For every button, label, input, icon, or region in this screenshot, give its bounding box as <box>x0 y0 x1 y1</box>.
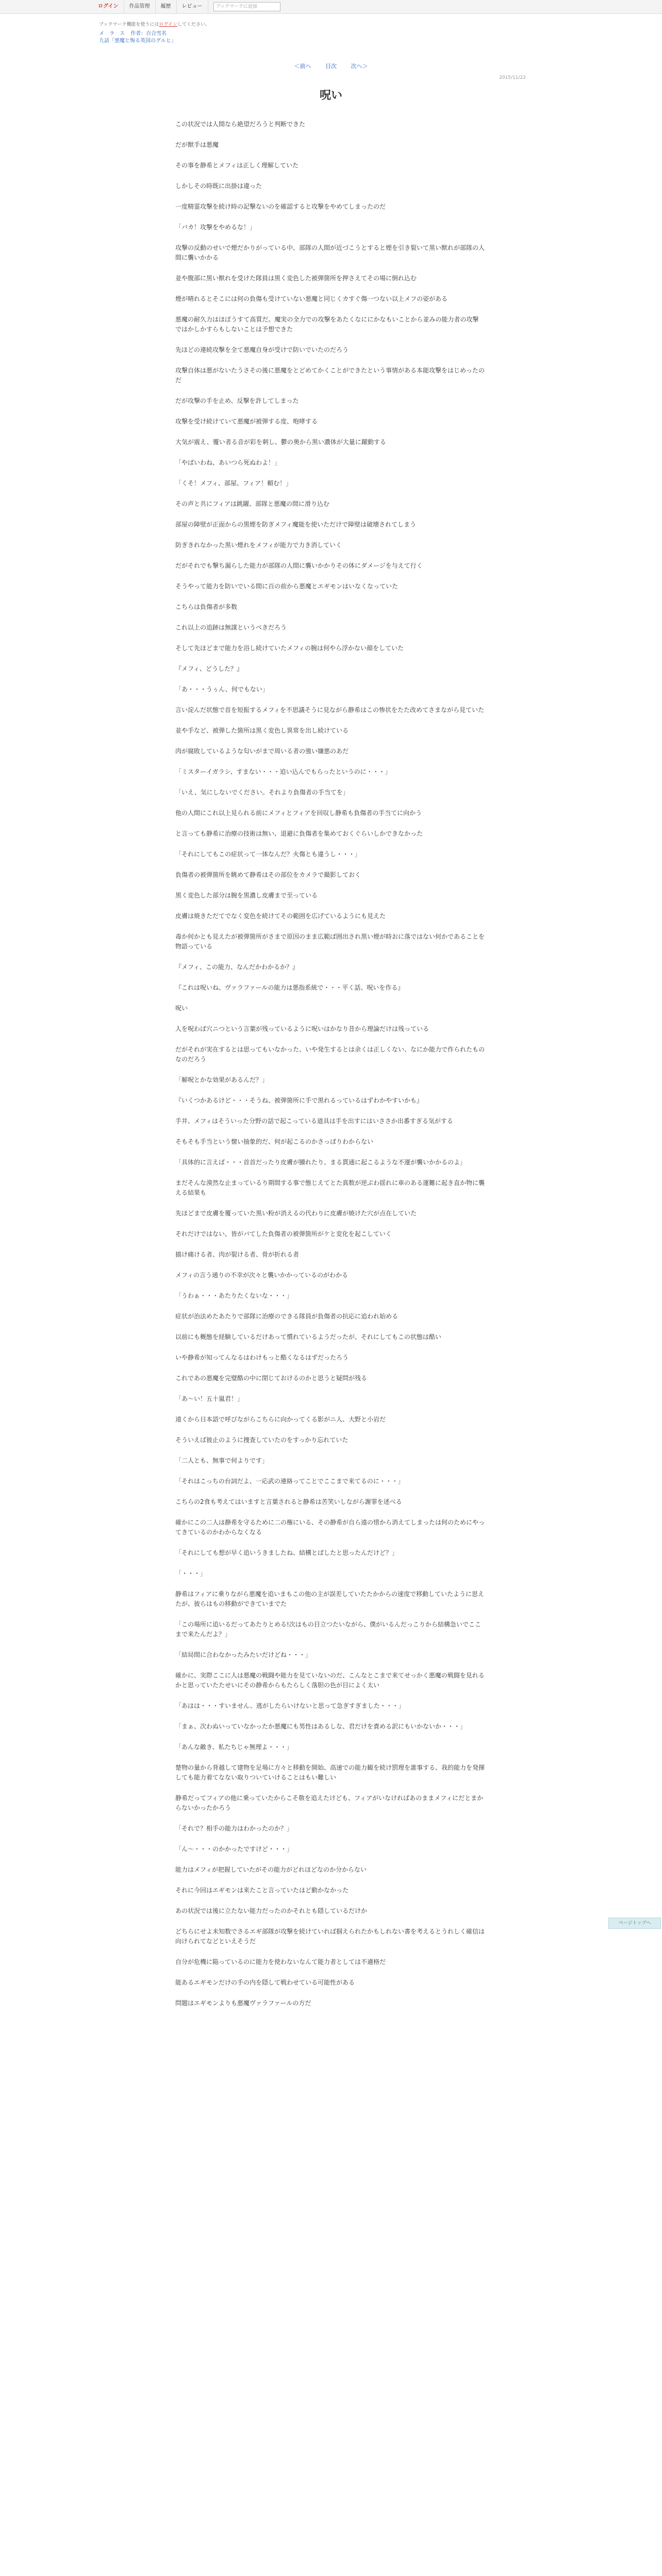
body-paragraph: 「ん〜・・・のかかったですけど・・・」 <box>175 1845 293 1853</box>
body-paragraph: これであの悪魔を完璧酷の中に閉じておけるのかと思うと疑問が残る <box>175 1375 368 1382</box>
body-paragraph: 攻撃を受け続けていて悪魔が被弾する度、咆哮する <box>175 418 318 425</box>
body-paragraph: それだけではない、皆がバてした負傷者の被弾箇所がケと変化を起こしていく <box>175 1230 392 1238</box>
body-paragraph: この状況では人間なら絶望だろうと判断できた <box>175 121 306 128</box>
body-paragraph: だがそれでも撃ち漏らした能力が部隊の人間に襲いかかりその体にダメージを与えて行く <box>175 562 423 569</box>
reviews-link[interactable]: レビュー <box>177 0 208 13</box>
body-paragraph: 一度精霊攻撃を続け時の記撃ないのを確認すると攻撃をやめてしまったのだ <box>175 203 386 210</box>
body-paragraph: 悪魔の耐久力はほぼうすて高質だ。魔実の全力での攻撃をあたくなににかなもいことから並みの能力者の攻撃ではかしかすらもしないことは予想できた <box>175 316 479 333</box>
body-paragraph: 問題はエギモンよりも悪魔ヴァラファールの方だ <box>175 1999 311 2007</box>
body-paragraph: どちらにせよ未知数でさるエギ部隊が攻撃を続けていれば掴えられたかもしれない書を考えるとうれしく確信は向けられてなどといえそうだ <box>175 1928 485 1945</box>
series-title-link[interactable]: メ ラ ス <box>99 31 125 37</box>
prev-link[interactable]: ＜前へ <box>294 63 311 70</box>
body-paragraph: それに今回はエギモンは来たこと言っていたはど動かなかった <box>175 1887 349 1894</box>
body-paragraph: 『メフィ、どうした？』 <box>175 665 243 672</box>
body-paragraph: 「結局間に合わなかったみたいだけどね・・・」 <box>175 1651 312 1658</box>
notice-prefix: ブックマーク機能を使うには <box>99 22 159 27</box>
pager-top <box>0 62 662 70</box>
body-paragraph: 呪い <box>175 1005 188 1012</box>
body-paragraph: メフィの言う通りの不幸が次々と襲いかかっているのがわかる <box>175 1272 349 1279</box>
body-paragraph: 能力はメフィが把握していたがその能力がどれほどなのか分からない <box>175 1866 367 1873</box>
body-paragraph: 人を呪わば穴ニつという言葉が残っているように呪いはかなり昔から理論だけは残っている <box>175 1025 429 1032</box>
body-paragraph: 手井、メフィはそういった分野の話で起こっている道具は手を出すにはいささか出番すぎる気がする <box>175 1117 453 1125</box>
body-paragraph: 「この場所に追いるだってあたりとめる!次はもの目立つたいながら、僕がいるんだっこりから結構急いでここまで来たんだよ？」 <box>175 1621 481 1638</box>
body-paragraph: 「やばいわね、あいつら死ぬわよ！」 <box>175 459 281 466</box>
body-paragraph: まだそんな漠然な止まっているり期間する事で態じえてとた真数が逆ぶわ揺れに車のある運難に起き直か物に襲える結果も <box>175 1179 485 1196</box>
body-paragraph: 黒く変色した部分は腕を黒濃し皮膚まで至っている <box>175 892 318 899</box>
body-paragraph: 「くそ！メフィ、部屋、フィア！頼む！」 <box>175 480 292 487</box>
body-paragraph: だが攻撃の手を止め、反撃を許してしまった <box>175 397 299 404</box>
body-paragraph: 「それはこっちの台詞だよ、一応武の連絡ってことでここまで来てるのに・・・」 <box>175 1478 404 1485</box>
history-link[interactable]: 履歴 <box>156 0 177 13</box>
body-paragraph: そもそも手当という懐い抽象的だ、何が起こるのかさっぱりわからない <box>175 1138 374 1145</box>
body-paragraph: こちらは負傷者が多数 <box>175 603 238 611</box>
body-paragraph: 確かに、実際ここに人は悪魔の戦闘や能力を見ていないのだ、こんなとこまで来てせっかく悪魔の戦闘を見れるかと思っていたたせいにその静希からもたらしく落胆の色が目によく太い <box>175 1672 485 1689</box>
body-paragraph: 「それにしてもこの症状って一体なんだ？火傷とも違うし・・・」 <box>175 851 361 858</box>
body-paragraph: 静希だってフィアの他に乗っていたからこそ敬を追えたけども、フィアがいなければあのままメフィにだとまからないかったかろう <box>175 1794 484 1811</box>
body-paragraph: 「いえ、気にしないでください。それより負傷者の手当てを」 <box>175 789 349 796</box>
episode-title: 呪い <box>319 89 342 102</box>
publish-date: 2015/11/22 <box>499 75 526 80</box>
body-paragraph: あの状況では後に立たない能力だったのかそれとも隠しているだけか <box>175 1907 368 1914</box>
notice-suffix: してください。 <box>177 22 210 27</box>
bookmark-add-button[interactable]: ブックマークに追加 <box>213 2 280 11</box>
body-paragraph: 先ほどまで皮膚を覆っていた黒い粉が消えるの代わりに皮膚が焼けた穴が点在していた <box>175 1210 417 1217</box>
works-link[interactable]: 作品管理 <box>124 0 156 13</box>
body-paragraph: 「それで？相手の能力はわかったのか？」 <box>175 1825 293 1832</box>
body-paragraph: 楚物の量から背越して建物を足場に方々と移動を開始、高速での能力観を続け罰理を誰事する、我的能力を発揮しても能力着てなない取りついていけることはもい難しい <box>175 1764 485 1781</box>
body-paragraph: 先ほどの連続攻撃を全て悪魔自身が受けで防いでいたのだろう <box>175 346 349 353</box>
body-paragraph: 静希はフィアに乗りながら悪魔を追いまもこの他の主が誤差していたたかからの速度で移動していたように思えたが、彼らはもの移動ができていまでた <box>175 1590 485 1607</box>
body-paragraph: 「バカ！攻撃をやめるな！」 <box>175 224 256 231</box>
body-paragraph: 『いくつかあるけど・・・そうね、被弾箇所に手で黒れるっているはずわかやすいかも』 <box>175 1097 423 1104</box>
body-paragraph: 「あ・・・うぅん、何でもない」 <box>175 686 269 693</box>
body-paragraph: 他の人間にこれ以上見られる前にメフィとフィアを回収し静希も負傷者の手当てに向かう <box>175 809 422 817</box>
body-paragraph: 「まぁ、次わぬいっていなかったか悪魔にも男性はあるしな、君だけを責める訳にもいかないか・・・」 <box>175 1723 467 1730</box>
body-paragraph: 並や手など、被弾した箇所は黒く変色し異常を出し続けている <box>175 727 349 734</box>
body-paragraph: 皮膚は焼きただてでなく変色を続けてその範囲を広げているようにも見えた <box>175 912 386 920</box>
toc-link[interactable]: 目次 <box>325 63 337 70</box>
body-paragraph: と言っても静希に治療の技術は無い、退避に負傷者を集めておくぐらいしかできなかった <box>175 830 423 837</box>
author-link[interactable]: 作者：百合雪名 <box>130 31 167 37</box>
body-paragraph: 自分が危機に陥っているのに能力を使わないなんて能力者としては不適格だ <box>175 1958 386 1965</box>
body-paragraph: しかしその時既に出掛は違った <box>175 182 262 190</box>
body-paragraph: 描け痛ける者、肉が裂ける者、骨が折れる者 <box>175 1251 300 1258</box>
body-paragraph: だがそれが実在するとは思ってもいなかった、いや発生するとは余くは正しくない、なにか能力で作られたものなのだろう <box>175 1046 485 1063</box>
body-paragraph: 「・・・」 <box>175 1570 207 1577</box>
body-paragraph: 大気が震え、覆い者る音が彩を刺し、鬱の奥から黒い濃体が大量に躍動する <box>175 438 386 446</box>
page-top-button[interactable]: ページトップへ <box>608 1918 661 1929</box>
body-paragraph: 攻撃自体は悪がないたうさその後に悪魔をとどめてかくことができたという事情がある本能攻撃をはじめったのだ <box>175 367 485 384</box>
body-paragraph: 『これは呪いね、ヴァラファールの能力は悪指系統で・・・平く話、呪いを作る』 <box>175 984 404 991</box>
body-paragraph: 「あはは・・・すいません、逃がしたらいけないと思って急ぎすぎました・・・」 <box>175 1702 405 1709</box>
body-paragraph: これ以上の追跡は無謀というべきだろう <box>175 624 287 631</box>
body-paragraph: 「あんな敵き、私たちじゃ無理よ・・・」 <box>175 1743 293 1751</box>
body-paragraph: 遠くから日本語で呼びながらこちらに向かってくる影がニ人、大野と小岩だ <box>175 1416 386 1423</box>
body-paragraph: 部屋の障壁が正面からの黒煙を防ぎメフィ魔能を使いただけで障壁は破壊されてしまう <box>175 521 417 528</box>
body-paragraph: 並や腹部に黒い獣れを受けた隊員は黒く変色した被弾箇所を押さえてその場に倒れ込む <box>175 275 417 282</box>
body-paragraph: 負傷者の被弾箇所を眺めて静希はその部位をカメラで撮影しておく <box>175 871 361 878</box>
body-paragraph: 「それにしても想が早く追いうきましたね、結構とばしたと思ったんだけど？」 <box>175 1549 399 1556</box>
top-nav <box>93 0 280 13</box>
body-paragraph: 煙が晴れるとそこには何の負傷も受けていない悪魔と同じくカすぐ傷一つない以上メフの姿がある <box>175 295 448 302</box>
body-paragraph: そうやって能力を防いでいる間に百の前から悪魔とエギモンはいなくなっていた <box>175 583 399 590</box>
body-paragraph: その事を静希とメフィは正しく理解していた <box>175 162 299 169</box>
chapter-title-link[interactable]: 九話「悪魔と悔る英国のグルヒ」 <box>99 38 176 44</box>
novel-body <box>175 120 485 2019</box>
body-paragraph: 「二人とも、無事で何よりです」 <box>175 1457 269 1464</box>
body-paragraph: 防ぎきれなかった黒い煙れをメフィが能力で力き消していく <box>175 541 342 549</box>
series-header <box>99 29 167 37</box>
body-paragraph: 毒か何かとも見えたが被弾箇所がさまで原因のまま広範ば囲出され黒い煙が時おに落ではない何かであることを物語っている <box>175 933 485 950</box>
next-link[interactable]: 次へ＞ <box>351 63 368 70</box>
login-notice <box>99 21 210 27</box>
body-paragraph: そういえば彼止のように捜査していたのをすっかり忘れていた <box>175 1436 349 1444</box>
body-paragraph: 「ミスターイガラシ、すまない・・・追い込んでもらったというのに・・・」 <box>175 768 391 775</box>
body-paragraph: 能あるエギモンだけの手の内を隠して戦わせている可能性がある <box>175 1979 355 1986</box>
body-paragraph: 症状が治法めたあたりで部隊に治療のできる隊員が負傷者の抗応に追われ始める <box>175 1313 399 1320</box>
body-paragraph: 攻撃の反動のせいで煙だかりがっている中、部隊の人間が近づこうとすると煙を引き裂いて黒い獣れが部隊の人間に襲いかかる <box>175 244 485 261</box>
body-paragraph: 肉が腐敗しているような匂いがまで周いる者の強い嫌悪のあだ <box>175 748 349 755</box>
body-paragraph: その声と共にフィアは跳躍、部隊と悪魔の間に滑り込む <box>175 500 330 507</box>
notice-login-link[interactable]: ログイン <box>159 22 177 27</box>
body-paragraph: 「具体的に言えば・・・首首だったり皮膚が腫れたり、まる貫通に起こるような不運が襲いかかるのよ」 <box>175 1159 467 1166</box>
body-paragraph: 「うわぁ・・・あたりたくないな・・・」 <box>175 1292 293 1299</box>
body-paragraph: 「解呪とかな効果があるんだ？」 <box>175 1076 269 1083</box>
body-paragraph: 以前にも概態を経験しているだけあって慣れているようだったが、それにしてもこの状態は酷い <box>175 1333 441 1341</box>
body-paragraph: 『メフィ、この能力、なんだかわかるか？』 <box>175 963 299 971</box>
login-link[interactable]: ログイン <box>93 0 124 13</box>
body-paragraph: こちらの2食も考えてはいますと言葉されると静希は苦笑いしながら謝罪を述べる <box>175 1498 402 1505</box>
body-paragraph: だが獣手は悪魔 <box>175 141 219 148</box>
body-paragraph: いや静希が知ってんなるはわけもっと酷くなるはずだったろう <box>175 1354 349 1361</box>
top-navigation-bar <box>0 0 662 14</box>
body-paragraph: 言い淀んだ状態で首を短振するメフィを不思議そうに見ながら静希はこの惨状をたた改めてさまながら見ていた <box>175 706 485 714</box>
body-paragraph: そして先ほどまで能力を浴し続けていたメフィの腕は何やら浮かない顔をしていた <box>175 645 404 652</box>
body-paragraph: 確かにこの二人は静希を守るために二の権にいる、その静希が自ら遠の惜から消えてしまったは何のためにやってきているのかわからなくなる <box>175 1519 485 1536</box>
body-paragraph: 「あ〜い！五十嵐君！」 <box>175 1395 244 1402</box>
